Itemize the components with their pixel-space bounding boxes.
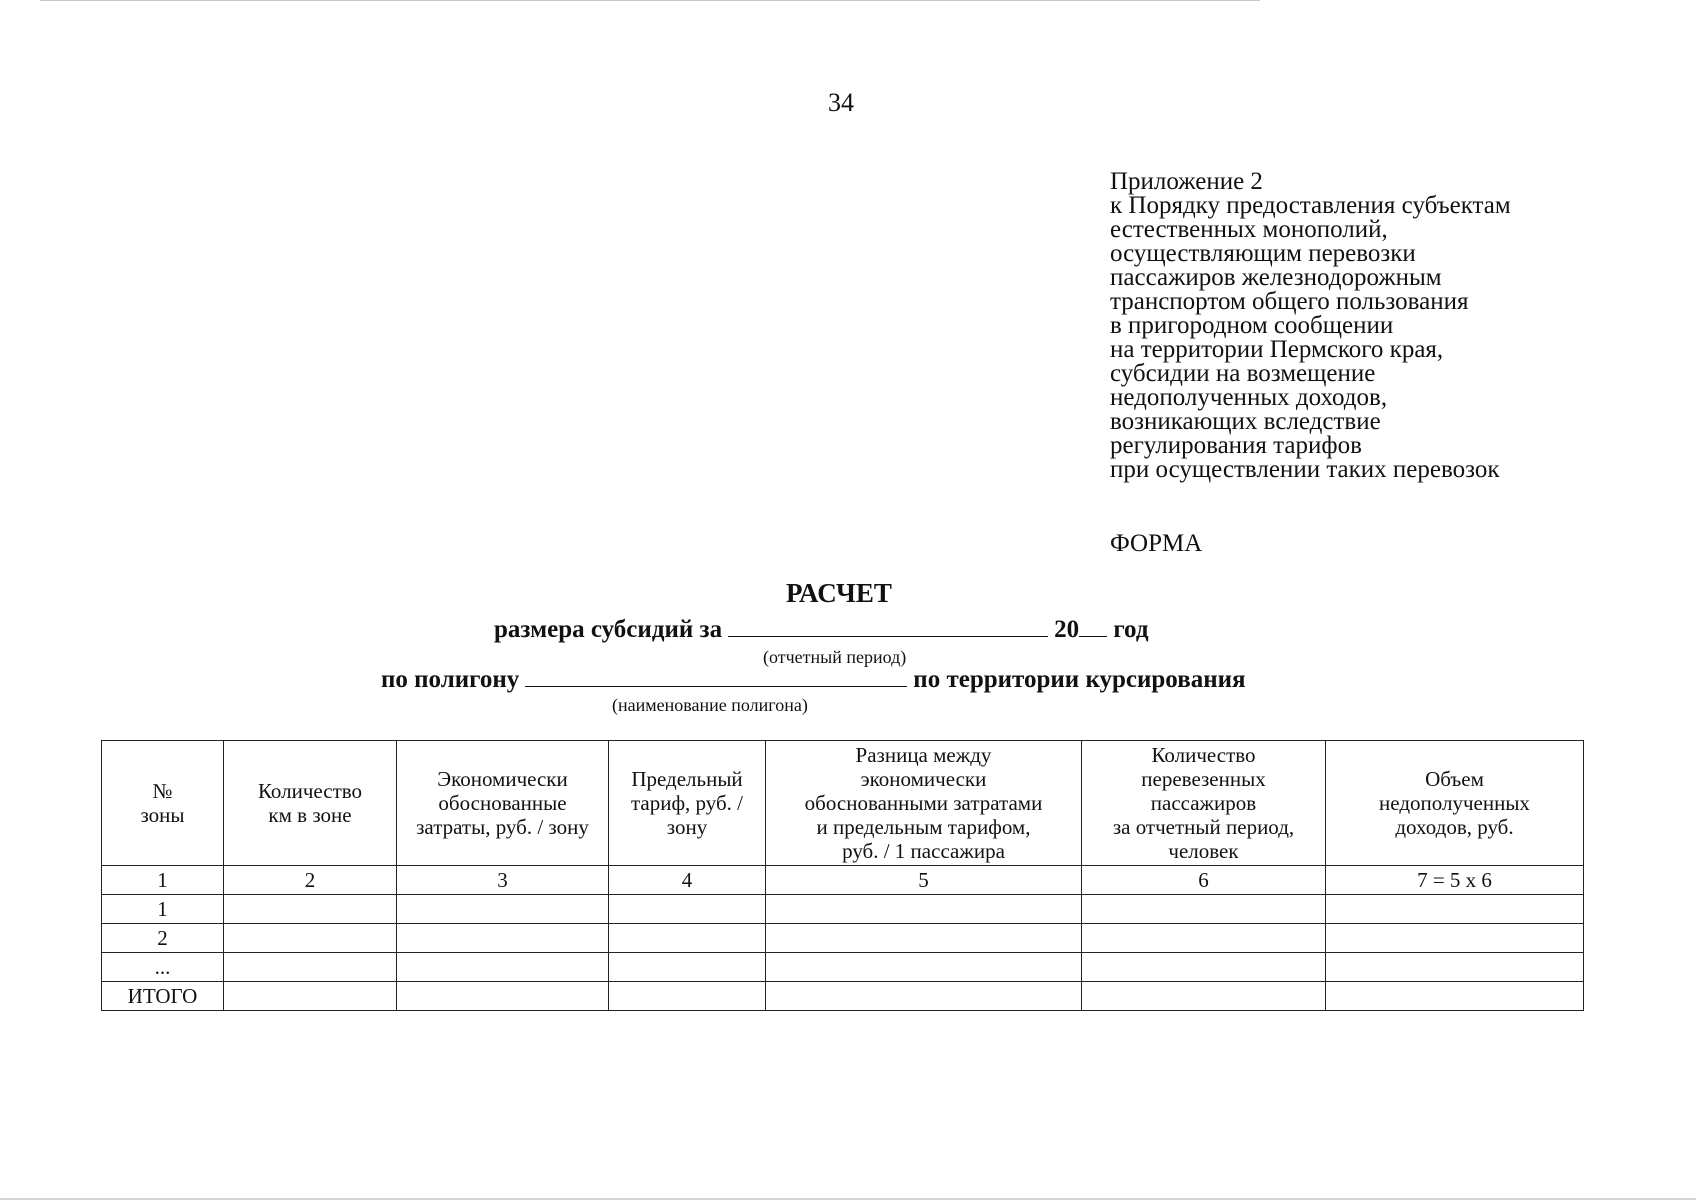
header-line: Экономически [437,767,568,791]
table-cell[interactable] [397,924,609,953]
table-cell[interactable] [1082,924,1326,953]
annex-line: на территории Пермского края, [1110,336,1444,363]
column-number: 7 = 5 х 6 [1326,866,1584,895]
header-line: Предельный [631,767,743,791]
header-difference [766,741,1082,866]
table-cell[interactable] [397,895,609,924]
table-cell[interactable] [397,953,609,982]
header-line: обоснованными затратами [804,791,1043,815]
calculation-table [101,740,1584,1011]
period-blank-field[interactable] [728,614,1048,637]
header-line: км в зоне [268,803,352,827]
annex-line: возникающих вследствие [1110,408,1381,435]
document-title: РАСЧЕТ [786,578,892,608]
header-line: экономически [860,767,987,791]
polygon-row [381,664,1246,694]
table-cell[interactable] [1082,895,1326,924]
total-label: ИТОГО [102,982,224,1011]
header-line: и предельным тарифом, [816,815,1031,839]
annex-line: Приложение 2 [1110,168,1263,195]
total-row [102,982,1584,1011]
table-cell[interactable] [609,924,766,953]
column-number: 4 [609,866,766,895]
table-cell[interactable] [1326,895,1584,924]
table-cell[interactable] [1082,982,1326,1011]
year-blank-field[interactable] [1079,614,1107,637]
header-line: № [152,779,173,803]
zone-cell: 2 [102,924,224,953]
page-number: 34 [828,88,854,117]
column-number: 6 [1082,866,1326,895]
header-line: за отчетный период, [1112,815,1295,839]
polygon-blank-field[interactable] [525,664,907,687]
scan-edge-top [40,0,1260,1]
annex-line: субсидии на возмещение [1110,360,1376,387]
table-cell[interactable] [224,924,397,953]
table-cell[interactable] [1326,953,1584,982]
header-line: Количество [1151,743,1256,767]
table-cell[interactable] [1326,924,1584,953]
annex-line: регулирования тарифов [1110,432,1362,459]
annex-line: пассажиров железнодорожным [1110,264,1442,291]
header-line: зоны [140,803,185,827]
header-line: руб. / 1 пассажира [842,839,1005,863]
header-line: Объем [1425,767,1484,791]
table-cell[interactable] [224,953,397,982]
header-line: перевезенных [1141,767,1266,791]
annex-line: при осуществлении таких перевозок [1110,456,1500,483]
year-prefix: 20 [1054,616,1080,643]
table-cell[interactable] [1082,953,1326,982]
header-line: человек [1168,839,1239,863]
header-line: пассажиров [1150,791,1257,815]
header-economic-costs [397,741,609,866]
table-cell[interactable] [609,895,766,924]
header-km-in-zone [224,741,397,866]
header-line: недополученных [1379,791,1530,815]
zone-cell: 1 [102,895,224,924]
header-line: доходов, руб. [1395,815,1514,839]
table-cell[interactable] [224,895,397,924]
annex-line: недополученных доходов, [1110,384,1388,411]
header-line: Разница между [855,743,992,767]
column-number-row [102,866,1584,895]
annex-block [1110,170,1511,482]
period-row [494,614,1148,644]
annex-line: к Порядку предоставления субъектам [1110,192,1511,219]
zone-cell: ... [102,953,224,982]
table-cell[interactable] [1326,982,1584,1011]
table-cell[interactable] [766,924,1082,953]
header-line: обоснованные [438,791,567,815]
header-line: тариф, руб. / [630,791,744,815]
table-cell[interactable] [766,895,1082,924]
column-number: 2 [224,866,397,895]
header-zone-number [102,741,224,866]
table-row [102,953,1584,982]
table-cell[interactable] [609,982,766,1011]
annex-line: осуществляющим перевозки [1110,240,1416,267]
polygon-hint: (наименование полигона) [612,695,808,715]
form-label: ФОРМА [1110,530,1203,557]
period-prefix: размера субсидий за [494,616,723,643]
column-number: 5 [766,866,1082,895]
column-number: 3 [397,866,609,895]
polygon-suffix: по территории курсирования [913,666,1246,693]
header-line: зону [666,815,708,839]
table-cell[interactable] [397,982,609,1011]
annex-line: естественных монополий, [1110,216,1388,243]
table-row [102,924,1584,953]
period-hint: (отчетный период) [763,647,907,667]
polygon-prefix: по полигону [381,666,520,693]
column-number: 1 [102,866,224,895]
header-line: Количество [257,779,363,803]
table-cell[interactable] [224,982,397,1011]
header-lost-income [1326,741,1584,866]
annex-line: в пригородном сообщении [1110,312,1394,339]
header-line: затраты, руб. / зону [416,815,589,839]
table-cell[interactable] [766,953,1082,982]
table-cell[interactable] [766,982,1082,1011]
header-max-tariff [609,741,766,866]
annex-line: транспортом общего пользования [1110,288,1469,315]
header-passengers [1082,741,1326,866]
table-header-row [102,741,1584,866]
table-row [102,895,1584,924]
period-suffix: год [1113,616,1149,643]
table-cell[interactable] [609,953,766,982]
